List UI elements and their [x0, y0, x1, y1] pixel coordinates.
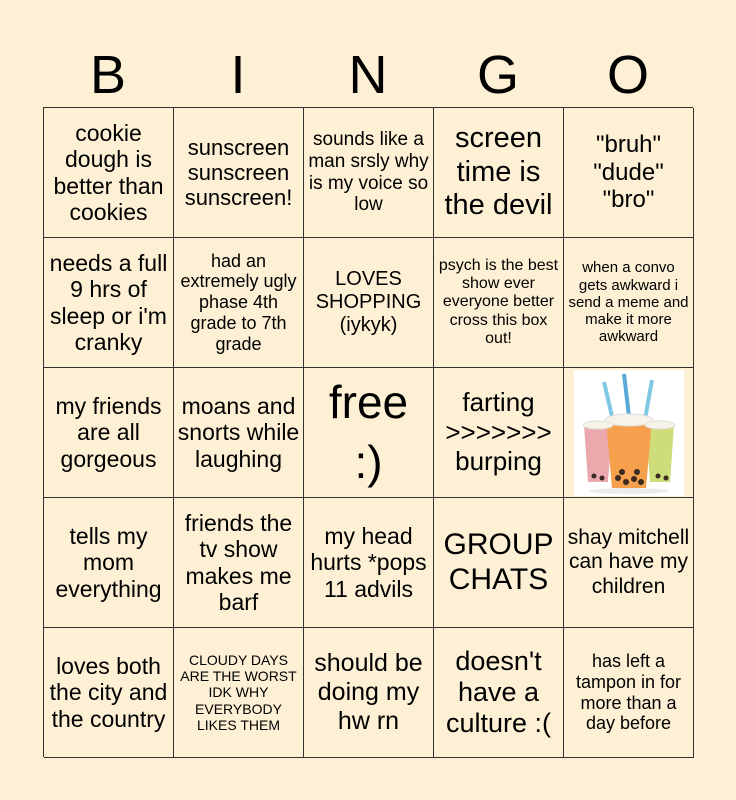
bingo-cell-r5c1[interactable]: [44, 628, 174, 758]
cell-text: my friends are all gorgeous: [55, 392, 162, 472]
bingo-cell-r5c3[interactable]: [304, 628, 434, 758]
header-letter-o: O: [606, 45, 649, 105]
bingo-cell-r1c2[interactable]: [174, 108, 304, 238]
header-letter-i: I: [230, 45, 246, 105]
cell-text: friends the tv show makes me barf: [184, 509, 293, 615]
cell-text: "bruh" "dude" "bro": [593, 131, 664, 214]
cell-text: tells my mom everything: [55, 522, 162, 602]
cell-text: had an extremely ugly phase 4th grade to 7th grade: [180, 250, 297, 354]
bingo-cell-r5c5[interactable]: [564, 628, 694, 758]
bingo-cell-r3c2[interactable]: [174, 368, 304, 498]
bingo-cell-r2c2[interactable]: [174, 238, 304, 368]
bingo-cell-r2c3[interactable]: [304, 238, 434, 368]
bingo-header: [43, 44, 693, 106]
cell-text: doesn't have a culture :(: [445, 645, 552, 739]
bingo-cell-r4c5[interactable]: [564, 498, 694, 628]
bingo-cell-r4c3[interactable]: [304, 498, 434, 628]
cell-text: my head hurts *pops 11 advils: [310, 522, 427, 602]
cell-text: sunscreen sunscreen sunscreen!: [184, 134, 293, 211]
bingo-cell-r4c1[interactable]: [44, 498, 174, 628]
bingo-cell-r3c5[interactable]: [564, 368, 694, 498]
cell-text: has left a tampon in for more than a day before: [575, 651, 682, 734]
header-letter-b: B: [89, 45, 127, 105]
cell-text: loves both the city and the country: [49, 652, 168, 732]
cell-text: when a convo gets awkward i send a meme and make it more awkward: [568, 259, 689, 346]
bingo-cell-r1c1[interactable]: [44, 108, 174, 238]
bubble-tea-cups-icon: [574, 370, 684, 496]
cell-text: cookie dough is better than cookies: [53, 119, 164, 225]
cell-text: sounds like a man srsly why is my voice so low: [308, 128, 429, 216]
header-letter-g: G: [476, 45, 519, 105]
bingo-card-grid: [43, 107, 693, 757]
cell-text: farting >>>>>>> burping: [445, 386, 552, 477]
bingo-cell-r5c4[interactable]: [434, 628, 564, 758]
bingo-cell-r2c1[interactable]: [44, 238, 174, 368]
cell-text: should be doing my hw rn: [314, 649, 423, 735]
bingo-cell-r3c1[interactable]: [44, 368, 174, 498]
bingo-cell-r1c5[interactable]: [564, 108, 694, 238]
cell-text: moans and snorts while laughing: [177, 392, 300, 472]
cell-text: GROUP CHATS: [443, 528, 554, 596]
bingo-cell-r1c3[interactable]: [304, 108, 434, 238]
bingo-cell-r4c4[interactable]: [434, 498, 564, 628]
cell-text: CLOUDY DAYS ARE THE WORST IDK WHY EVERYBODY LIKES THEM: [180, 652, 297, 733]
cell-text: screen time is the devil: [444, 122, 553, 222]
bingo-cell-r4c2[interactable]: [174, 498, 304, 628]
cell-text: needs a full 9 hrs of sleep or i'm cranky: [49, 249, 168, 355]
bingo-cell-r5c2[interactable]: [174, 628, 304, 758]
free-space-text: free :): [328, 375, 409, 488]
bingo-cell-free-space[interactable]: [304, 368, 434, 498]
bingo-cell-r2c5[interactable]: [564, 238, 694, 368]
bingo-cell-r1c4[interactable]: [434, 108, 564, 238]
header-letter-n: N: [348, 45, 388, 105]
cell-text: LOVES SHOPPING (iykyk): [315, 268, 422, 336]
bingo-cell-r2c4[interactable]: [434, 238, 564, 368]
cell-text: shay mitchell can have my children: [567, 526, 690, 598]
bingo-cell-r3c4[interactable]: [434, 368, 564, 498]
cell-text: psych is the best show ever everyone better cross this box out!: [438, 256, 559, 348]
